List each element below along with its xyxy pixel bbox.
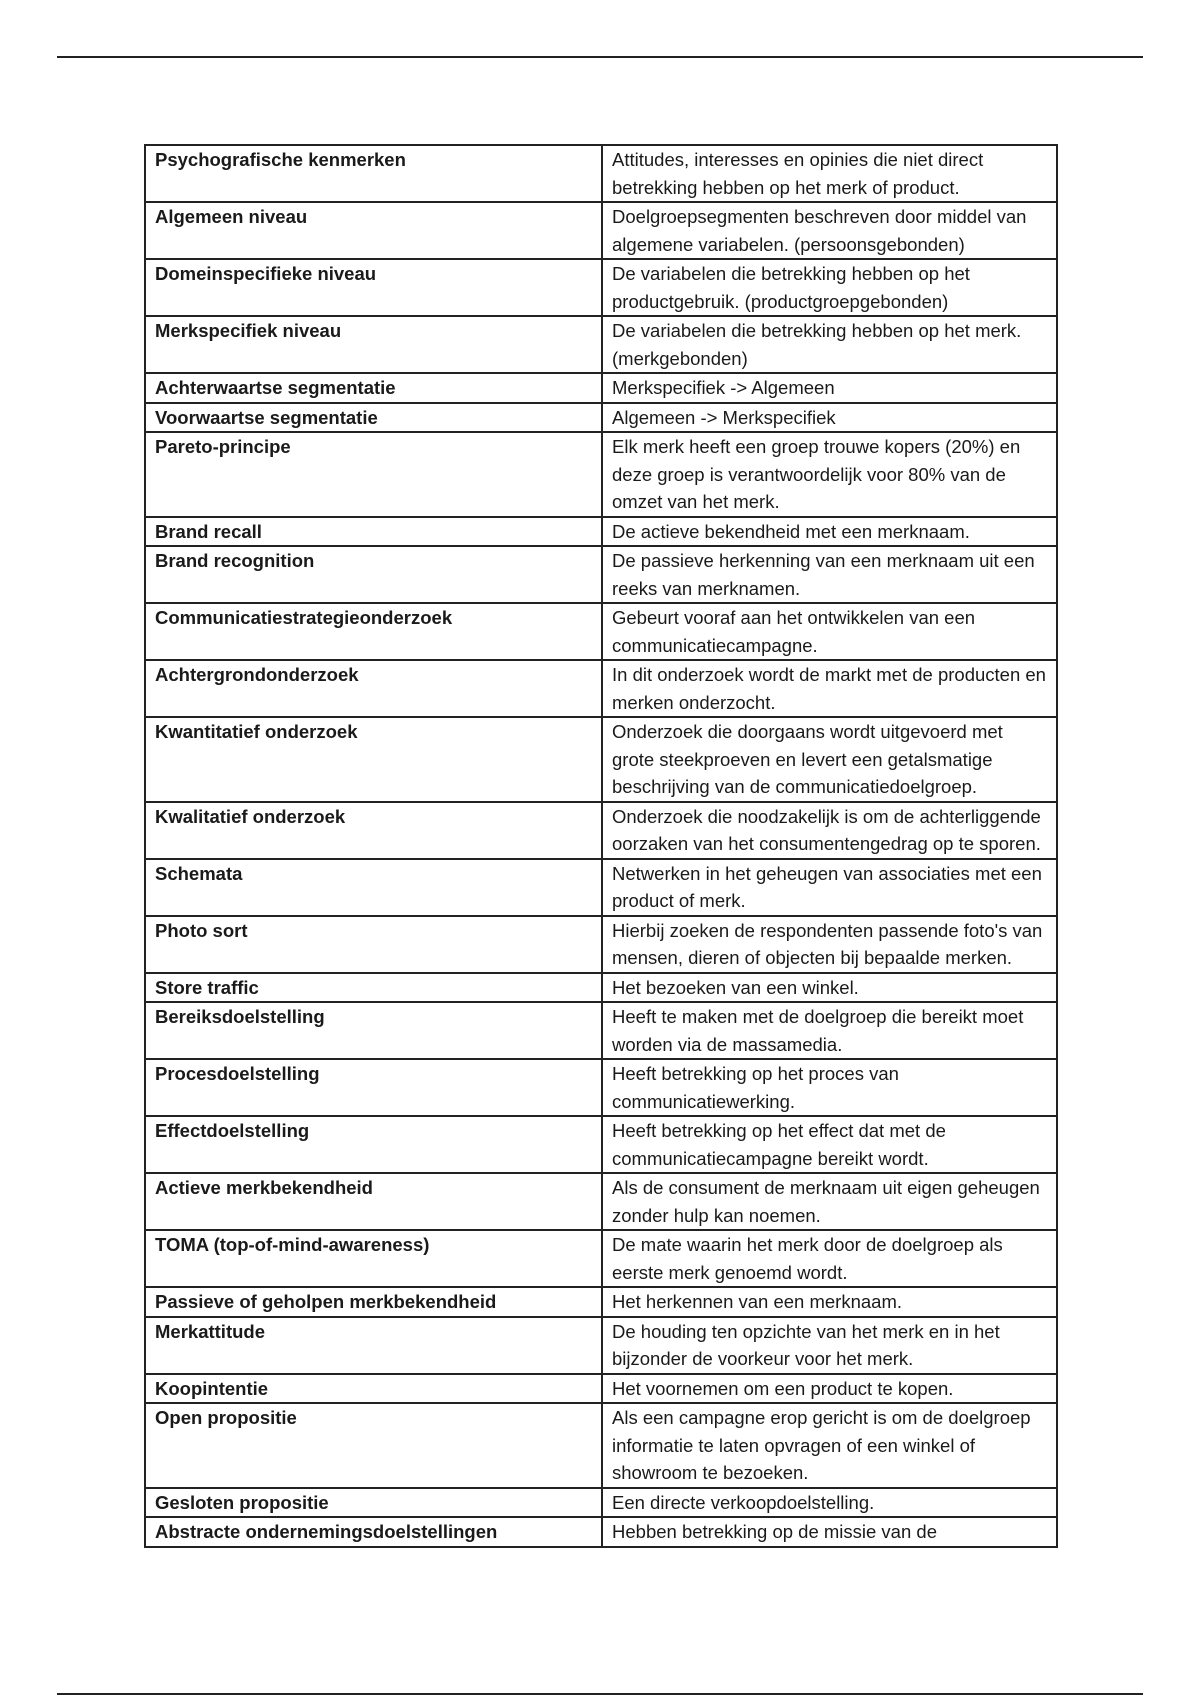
term-cell: Psychografische kenmerken: [145, 145, 602, 202]
glossary-row: [145, 1173, 1057, 1230]
glossary-row: [145, 1116, 1057, 1173]
term-cell: Achterwaartse segmentatie: [145, 373, 602, 403]
term-cell: Schemata: [145, 859, 602, 916]
definition-cell: Het herkennen van een merknaam.: [602, 1287, 1057, 1317]
glossary-row: [145, 603, 1057, 660]
definition-cell: Het voornemen om een product te kopen.: [602, 1374, 1057, 1404]
term-cell: TOMA (top-of-mind-awareness): [145, 1230, 602, 1287]
term-cell: Achtergrondonderzoek: [145, 660, 602, 717]
term-cell: Passieve of geholpen merkbekendheid: [145, 1287, 602, 1317]
definition-cell: Het bezoeken van een winkel.: [602, 973, 1057, 1003]
definition-cell: De mate waarin het merk door de doelgroep als eerste merk genoemd wordt.: [602, 1230, 1057, 1287]
definition-cell: De houding ten opzichte van het merk en in het bijzonder de voorkeur voor het merk.: [602, 1317, 1057, 1374]
term-cell: Abstracte ondernemingsdoelstellingen: [145, 1517, 602, 1547]
footer-rule: [57, 1693, 1143, 1695]
definition-cell: Heeft te maken met de doelgroep die bereikt moet worden via de massamedia.: [602, 1002, 1057, 1059]
definition-cell: Onderzoek die noodzakelijk is om de achterliggende oorzaken van het consumentengedrag op te sporen.: [602, 802, 1057, 859]
definition-cell: Hebben betrekking op de missie van de: [602, 1517, 1057, 1547]
definition-cell: De variabelen die betrekking hebben op het merk. (merkgebonden): [602, 316, 1057, 373]
glossary-row: [145, 802, 1057, 859]
term-cell: Communicatiestrategieonderzoek: [145, 603, 602, 660]
term-cell: Brand recognition: [145, 546, 602, 603]
glossary-row: [145, 1059, 1057, 1116]
definition-cell: Hierbij zoeken de respondenten passende foto's van mensen, dieren of objecten bij bepaalde merken.: [602, 916, 1057, 973]
definition-cell: Als de consument de merknaam uit eigen geheugen zonder hulp kan noemen.: [602, 1173, 1057, 1230]
glossary-row: [145, 916, 1057, 973]
glossary-row: [145, 1403, 1057, 1488]
term-cell: Photo sort: [145, 916, 602, 973]
header-rule: [57, 56, 1143, 58]
definition-cell: In dit onderzoek wordt de markt met de producten en merken onderzocht.: [602, 660, 1057, 717]
glossary-row: [145, 432, 1057, 517]
glossary-row: [145, 1287, 1057, 1317]
term-cell: Open propositie: [145, 1403, 602, 1488]
glossary-row: [145, 973, 1057, 1003]
glossary-row: [145, 202, 1057, 259]
definition-cell: Heeft betrekking op het effect dat met de communicatiecampagne bereikt wordt.: [602, 1116, 1057, 1173]
term-cell: Procesdoelstelling: [145, 1059, 602, 1116]
glossary-row: [145, 259, 1057, 316]
definition-cell: Heeft betrekking op het proces van communicatiewerking.: [602, 1059, 1057, 1116]
term-cell: Koopintentie: [145, 1374, 602, 1404]
definition-cell: Elk merk heeft een groep trouwe kopers (20%) en deze groep is verantwoordelijk voor 80% van de omzet van het merk.: [602, 432, 1057, 517]
definition-cell: Onderzoek die doorgaans wordt uitgevoerd met grote steekproeven en levert een getalsmatige beschrijving van de communicatiedoelgroep.: [602, 717, 1057, 802]
glossary-row: [145, 1488, 1057, 1518]
glossary-row: [145, 1002, 1057, 1059]
glossary-row: [145, 1374, 1057, 1404]
term-cell: Voorwaartse segmentatie: [145, 403, 602, 433]
glossary-row: [145, 1517, 1057, 1547]
glossary-row: [145, 403, 1057, 433]
term-cell: Store traffic: [145, 973, 602, 1003]
definition-cell: Merkspecifiek -> Algemeen: [602, 373, 1057, 403]
definition-cell: De variabelen die betrekking hebben op het productgebruik. (productgroepgebonden): [602, 259, 1057, 316]
glossary-row: [145, 546, 1057, 603]
definition-cell: Attitudes, interesses en opinies die niet direct betrekking hebben op het merk of product.: [602, 145, 1057, 202]
glossary-table: [144, 144, 1058, 1548]
term-cell: Domeinspecifieke niveau: [145, 259, 602, 316]
definition-cell: De passieve herkenning van een merknaam uit een reeks van merknamen.: [602, 546, 1057, 603]
term-cell: Merkattitude: [145, 1317, 602, 1374]
glossary-row: [145, 517, 1057, 547]
definition-cell: De actieve bekendheid met een merknaam.: [602, 517, 1057, 547]
glossary-row: [145, 859, 1057, 916]
term-cell: Algemeen niveau: [145, 202, 602, 259]
definition-cell: Netwerken in het geheugen van associaties met een product of merk.: [602, 859, 1057, 916]
term-cell: Brand recall: [145, 517, 602, 547]
term-cell: Kwalitatief onderzoek: [145, 802, 602, 859]
glossary-row: [145, 1230, 1057, 1287]
definition-cell: Als een campagne erop gericht is om de doelgroep informatie te laten opvragen of een winkel of showroom te bezoeken.: [602, 1403, 1057, 1488]
term-cell: Effectdoelstelling: [145, 1116, 602, 1173]
term-cell: Kwantitatief onderzoek: [145, 717, 602, 802]
definition-cell: Doelgroepsegmenten beschreven door middel van algemene variabelen. (persoonsgebonden): [602, 202, 1057, 259]
term-cell: Merkspecifiek niveau: [145, 316, 602, 373]
term-cell: Bereiksdoelstelling: [145, 1002, 602, 1059]
term-cell: Gesloten propositie: [145, 1488, 602, 1518]
definition-cell: Algemeen -> Merkspecifiek: [602, 403, 1057, 433]
term-cell: Pareto-principe: [145, 432, 602, 517]
definition-cell: Gebeurt vooraf aan het ontwikkelen van een communicatiecampagne.: [602, 603, 1057, 660]
definition-cell: Een directe verkoopdoelstelling.: [602, 1488, 1057, 1518]
glossary-body: [145, 145, 1057, 1547]
glossary-row: [145, 717, 1057, 802]
term-cell: Actieve merkbekendheid: [145, 1173, 602, 1230]
glossary-row: [145, 316, 1057, 373]
glossary-row: [145, 1317, 1057, 1374]
glossary-row: [145, 145, 1057, 202]
glossary-row: [145, 660, 1057, 717]
glossary-row: [145, 373, 1057, 403]
